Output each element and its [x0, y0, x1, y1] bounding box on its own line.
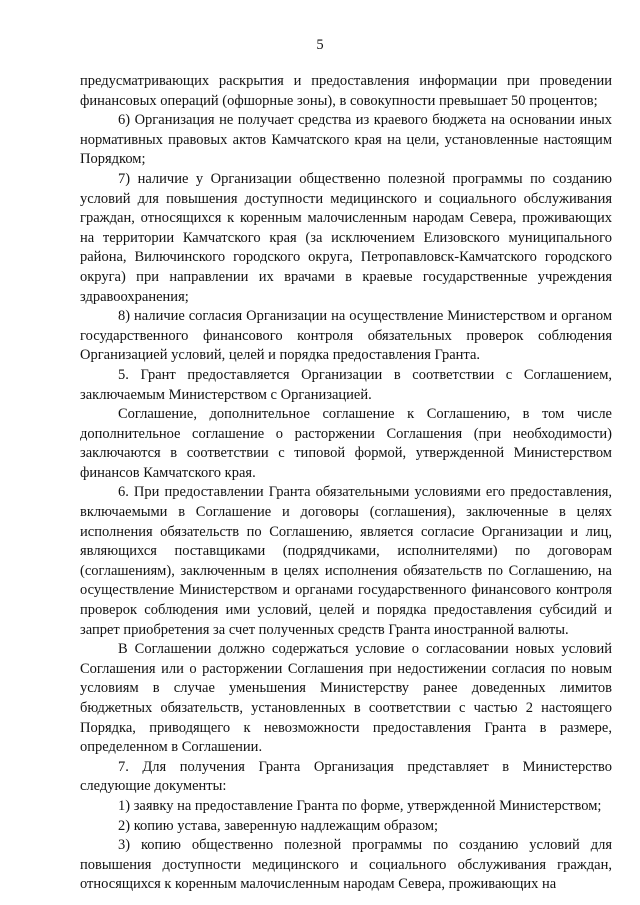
paragraph: 6) Организация не получает средства из краевого бюджета на основании иных нормативных правовых актов Камчатского края на цели, установленные настоящим Порядком; — [80, 112, 612, 168]
paragraph: 2) копию устава, заверенную надлежащим образом; — [118, 817, 439, 834]
paragraph: 7. Для получения Гранта Организация представляет в Министерство следующие документы: — [80, 758, 612, 795]
paragraph: В Соглашении должно содержаться условие о согласовании новых условий Соглашения или о расторжении Соглашения при недостижении согласия по новым условиям в случае уменьшения Министерству ранее доведенных лимитов бюджетных обязательств, установленных в соответствии с частью 2 настоящего Порядка, приводящего к невозможности предоставления Гранта в размере, определенном в Соглашении. — [80, 641, 612, 756]
paragraph: 6. При предоставлении Гранта обязательными условиями его предоставления, включаемыми в Соглашение и договоры (соглашения), заключенные в целях исполнения обязательств по Соглашению, является согласие Организации и лиц, являющихся поставщиками (подрядчиками, исполнителями) по договорам (соглашениям), заключенным в целях исполнения обязательств по Соглашению, на осуществление Министерством и органами государственного финансового контроля проверок соблюдения ими условий, целей и порядка предоставления субсидий и запрет приобретения за счет полученных средств Гранта иностранной валюты. — [80, 484, 612, 638]
paragraph: 5. Грант предоставляется Организации в соответствии с Соглашением, заключаемым Министерством с Организацией. — [80, 366, 612, 403]
paragraph: 8) наличие согласия Организации на осуществление Министерством и органом государственного финансового контроля обязательных проверок соблюдения Организацией условий, целей и порядка предоставления Гранта. — [80, 308, 612, 364]
paragraph: 1) заявку на предоставление Гранта по форме, утвержденной Министерством; — [118, 797, 602, 814]
paragraph: Соглашение, дополнительное соглашение к Соглашению, в том числе дополнительное соглашение о расторжении Соглашения (при необходимости) заключаются в соответствии с типовой формой, утвержденной Министерством финансов Камчатского края. — [80, 406, 612, 481]
paragraph: 7) наличие у Организации общественно полезной программы по созданию условий для повышения доступности медицинского и социального обслуживания граждан, относящихся к коренным малочисленным народам Севера, проживающих на территории Камчатского края (за исключением Елизовского муниципального района, Вилючинского городского округа, Петропавловск-Камчатского городского округа) при направлении их врачами в краевые государственные учреждения здравоохранения; — [80, 170, 612, 305]
paragraph: 3) копию общественно полезной программы по созданию условий для повышения доступности медицинского и социального обслуживания граждан, относящихся к коренным малочисленным народам Севера, проживающих на — [80, 837, 612, 893]
document-body — [80, 72, 612, 895]
paragraph: предусматривающих раскрытия и предоставления информации при проведении финансовых операций (офшорные зоны), в совокупности превышает 50 процентов; — [80, 73, 612, 109]
page-number: 5 — [316, 37, 324, 53]
